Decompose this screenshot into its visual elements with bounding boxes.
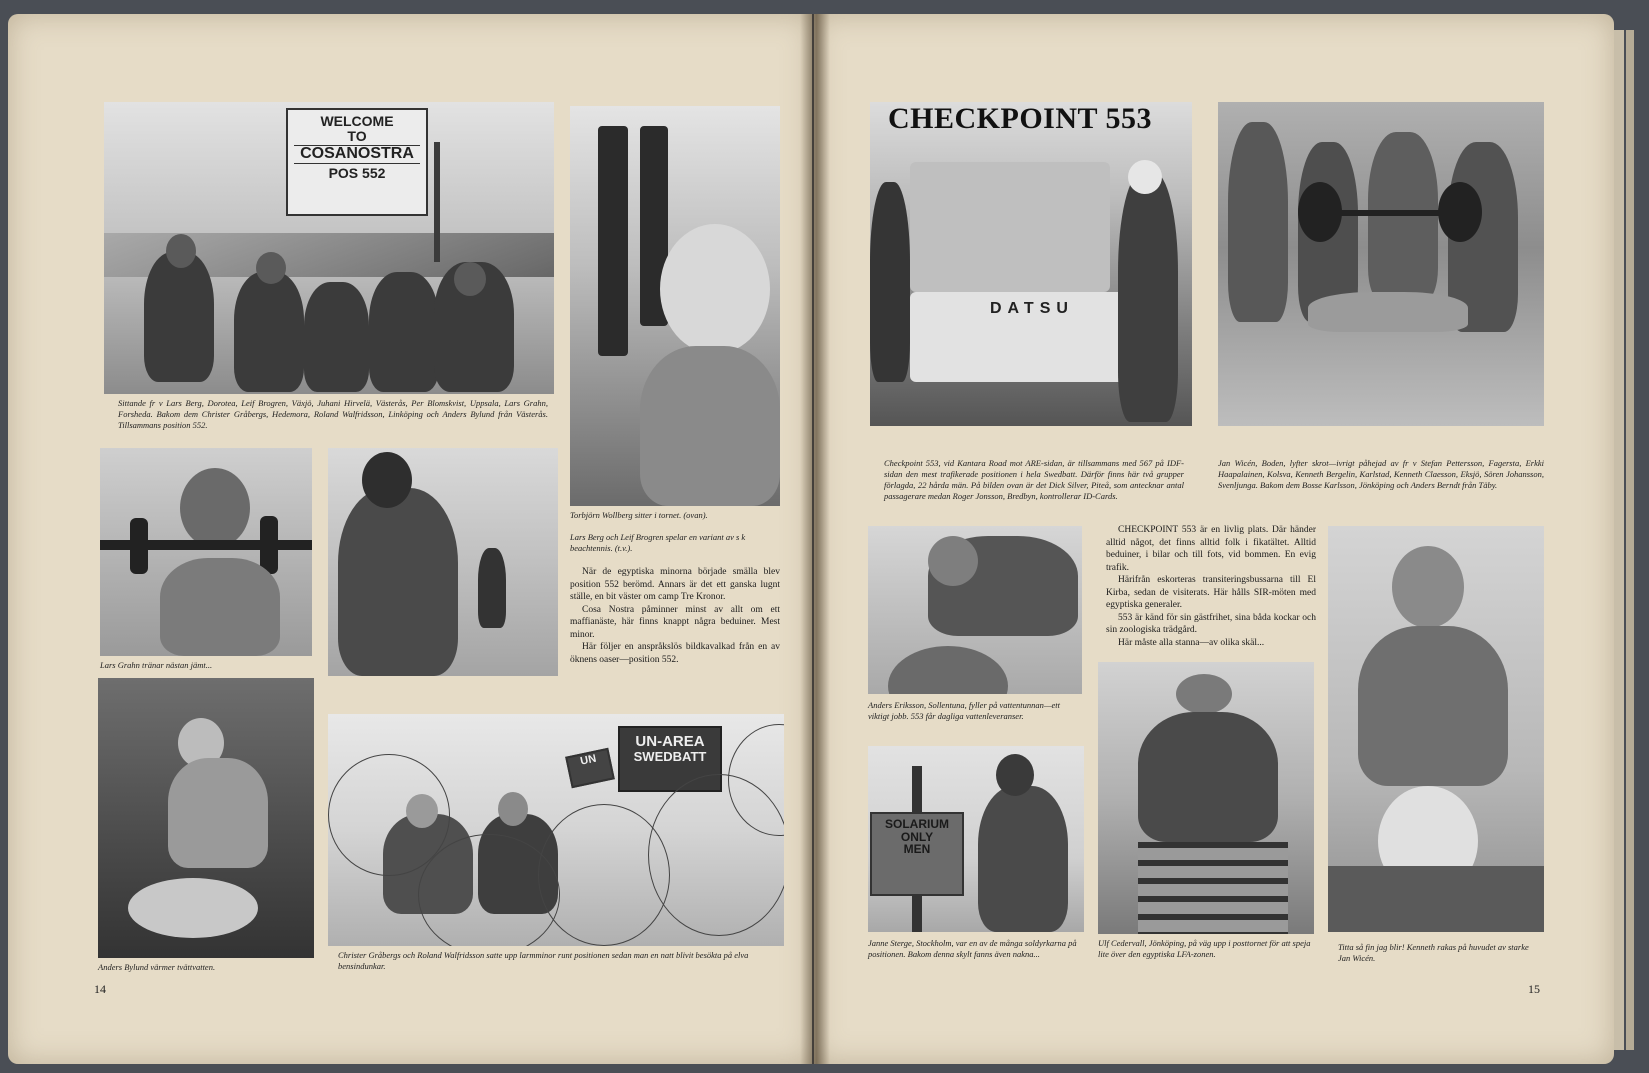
caption-barbed-wire: Christer Gråbergs och Roland Walfridsson satte upp larmminor runt positionen sedan man en natt blivit besökta på elva bensindunkar.: [338, 950, 749, 971]
caption-ladder: Ulf Cedervall, Jönköping, på väg upp i posttornet för att speja lite över den egyptiska LFA-zonen.: [1098, 938, 1311, 959]
photo-checkpoint-truck: [870, 102, 1192, 426]
sign-line: SOLARIUM: [885, 817, 949, 831]
photo-welcome-sign-group: [104, 102, 554, 394]
page-edge: [1626, 30, 1634, 1050]
sign-line: WELCOME: [320, 113, 394, 129]
photo-washing: [98, 678, 314, 958]
photo-ladder: [1098, 662, 1314, 934]
sign-line: UN-AREA: [635, 733, 705, 750]
caption-weightlifting: Jan Wicén, Boden, lyfter skrot—ivrigt påhejad av fr v Stefan Pettersson, Fagersta, Erkki Haapalainen, Kolsva, Kenneth Bergelin, Karlstad, Kenneth Claesson, Eksjö, Sören Johansson, Svenljunga. Bakom dem Bosse Karlsson, Jönköping och Anders Berndt från Täby.: [1218, 458, 1544, 490]
right-page: [814, 14, 1614, 1064]
photo-water-barrel: [868, 526, 1082, 694]
body-paragraph: Här måste alla stanna—av olika skäl...: [1118, 637, 1265, 648]
sign-line: COSANOSTRA: [294, 145, 420, 164]
caption-water-barrel: Anders Eriksson, Sollentuna, fyller på vattentunnan—ett viktigt jobb. 553 får dagliga vattenleveranser.: [868, 700, 1060, 721]
sign-line: ONLY: [900, 829, 934, 844]
solarium-sign: [870, 812, 964, 896]
right-body-text: [1106, 524, 1316, 649]
body-paragraph: 553 är känd för sin gästfrihet, sina båda kockar och sin zoologiska trädgård.: [1106, 612, 1316, 635]
un-small-sign: UN: [565, 748, 615, 788]
page-number-right: 15: [1528, 982, 1540, 996]
photo-haircut: [1328, 526, 1544, 932]
body-paragraph: Härifrån eskorteras transiteringsbussarna till El Kirba, sedan de visiterats. Här hålls SIR-möten med egyptiska generaler.: [1106, 575, 1316, 610]
caption-beach-tennis: Lars Berg och Leif Brogren spelar en variant av s k beachtennis. (t.v.).: [570, 532, 746, 553]
caption-dumbbell: Lars Grahn tränar nästan jämt...: [100, 660, 213, 670]
sign-line: TO: [347, 127, 367, 144]
caption-tower: Torbjörn Wollberg sitter i tornet. (ovan).: [570, 510, 708, 520]
caption-solarium: Janne Sterge, Stockholm, var en av de många soldyrkarna på positionen. Bakom denna skylt fanns även nakna...: [868, 938, 1077, 959]
photo-beach-tennis: [328, 448, 558, 676]
truck-brand-text: DATSU: [990, 300, 1074, 317]
caption-washing: Anders Bylund värmer tvättvatten.: [98, 962, 216, 972]
left-body-text: [570, 566, 780, 666]
left-page: [8, 14, 812, 1064]
sign-line: POS 552: [328, 165, 386, 182]
welcome-sign: [286, 108, 428, 216]
photo-tower-binoculars: [570, 106, 780, 506]
sign-line: SWEDBATT: [633, 748, 707, 764]
caption-haircut: Titta så fin jag blir! Kenneth rakas på huvudet av starke Jan Wicén.: [1338, 942, 1529, 963]
body-paragraph: CHECKPOINT 553 är en livlig plats. Där händer alltid något, det finns alltid folk i fikatältet. Alltid beduiner, i bilar och till fots, vid bommen. En evig trafik.: [1106, 525, 1316, 573]
body-paragraph: När de egyptiska minorna började smälla blev position 552 berömd. Annars är det ett ganska lugnt ställe, en bit väster om camp Tre Kronor.: [570, 567, 780, 602]
page-number-left: 14: [94, 982, 106, 996]
photo-weightlifting: [1218, 102, 1544, 426]
photo-solarium: [868, 746, 1084, 932]
photo-barbed-wire: [328, 714, 784, 946]
photo-dumbbell: [100, 448, 312, 656]
caption-group-photo: Sittande fr v Lars Berg, Dorotea, Leif Brogren, Växjö, Juhani Hirvelä, Västerås, Per Blomskvist, Uppsala, Lars Grahn, Forsheda. Bakom dem Christer Gråbergs, Hedemora, Roland Walfridsson, Linköping och Anders Bylund från Västerås. Tillsammans position 552.: [118, 398, 548, 430]
body-paragraph: Cosa Nostra påminner minst av allt om ett maffianäste, här finns knappt några beduiner. Mest minor.: [570, 604, 780, 640]
page-edge: [1614, 30, 1624, 1050]
sign-line: MEN: [903, 842, 931, 857]
checkpoint-heading: CHECKPOINT 553: [888, 102, 1152, 135]
body-paragraph: Här följer en anspråkslös bildkavalkad från en av öknens oaser—position 552.: [570, 642, 780, 665]
caption-checkpoint: Checkpoint 553, vid Kantara Road mot ARE-sidan, är tillsammans med 567 på IDF-sidan den mest trafikerade positionen i hela Swedbatt. Därför finns här två grupper förlagda, 22 hårda män. På bilden ovan är det Dick Silver, Piteå, som antecknar antal passagerare medan Roger Jonsson, Bredbyn, kontrollerar ID-Cards.: [884, 458, 1184, 501]
